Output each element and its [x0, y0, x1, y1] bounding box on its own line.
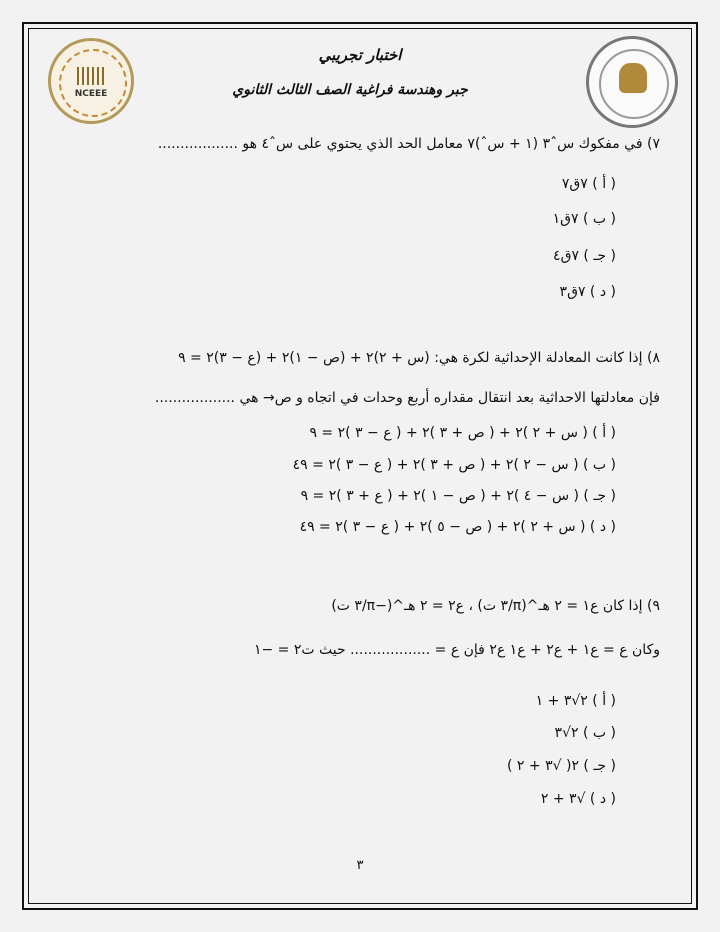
question-9: ٩) إذا كان ع١ = ٢ هـ^(π/٣ ت) ، ع٢ = ٢ هـ^(−π/٣ ت) [331, 598, 660, 614]
q9-option-d: ( د ) √٣ + ٢ [540, 791, 616, 807]
eagle-icon [619, 63, 647, 93]
question-8-line-2: فإن معادلتها الاحداثية بعد انتقال مقداره أربع وحدات في اتجاه و ص→ هي .................. [154, 390, 660, 406]
page-number: ٣ [356, 858, 364, 873]
q9-option-b: ( ب ) ٢√٣ [554, 725, 616, 741]
exam-subtitle: جبر وهندسة فراغية الصف الثالث الثانوي [232, 82, 468, 98]
q8-option-b: ( ب ) ( س − ٢ )٢ + ( ص + ٣ )٢ + ( ع − ٣ )٢ = ٤٩ [292, 457, 616, 473]
question-9-line-2: وكان ع = ع١ + ع٢ + ع١ ع٢ فإن ع = .................. حيث ت٢ = −١ [253, 642, 660, 658]
exam-title: اختبار تجريبي [318, 46, 402, 64]
q8-option-d: ( د ) ( س + ٢ )٢ + ( ص − ٥ )٢ + ( ع − ٣ )٢ = ٤٩ [299, 519, 616, 535]
q7-option-d: ( د ) ٧ق٣ [559, 284, 616, 300]
q9-option-a: ( أ ) ٢√٣ + ١ [535, 693, 616, 709]
q7-option-b: ( ب ) ٧ق١ [552, 211, 616, 227]
q8-option-a: ( أ ) ( س + ٢ )٢ + ( ص + ٣ )٢ + ( ع − ٣ )٢ = ٩ [309, 425, 616, 441]
nceee-logo: NCEEE [48, 38, 134, 124]
q7-option-a: ( أ ) ٧ق٧ [561, 176, 616, 192]
q7-option-c: ( جـ ) ٧ق٤ [553, 248, 616, 264]
question-8: ٨) إذا كانت المعادلة الإحداثية لكرة هي: (س + ٢)٢ + (ص − ١)٢ + (ع − ٣)٢ = ٩ [178, 350, 660, 366]
question-7: ٧) في مفكوك سˆ٣ (١ + سˆ)٧ معامل الحد الذي يحتوي على سˆ٤ هو .................. [157, 136, 660, 152]
q8-option-c: ( جـ ) ( س − ٤ )٢ + ( ص − ١ )٢ + ( ع + ٣ )٢ = ٩ [300, 488, 616, 504]
q9-option-c: ( جـ ) ٢( √٣ + ٢ ) [506, 758, 616, 774]
ministry-seal-logo [586, 36, 678, 128]
